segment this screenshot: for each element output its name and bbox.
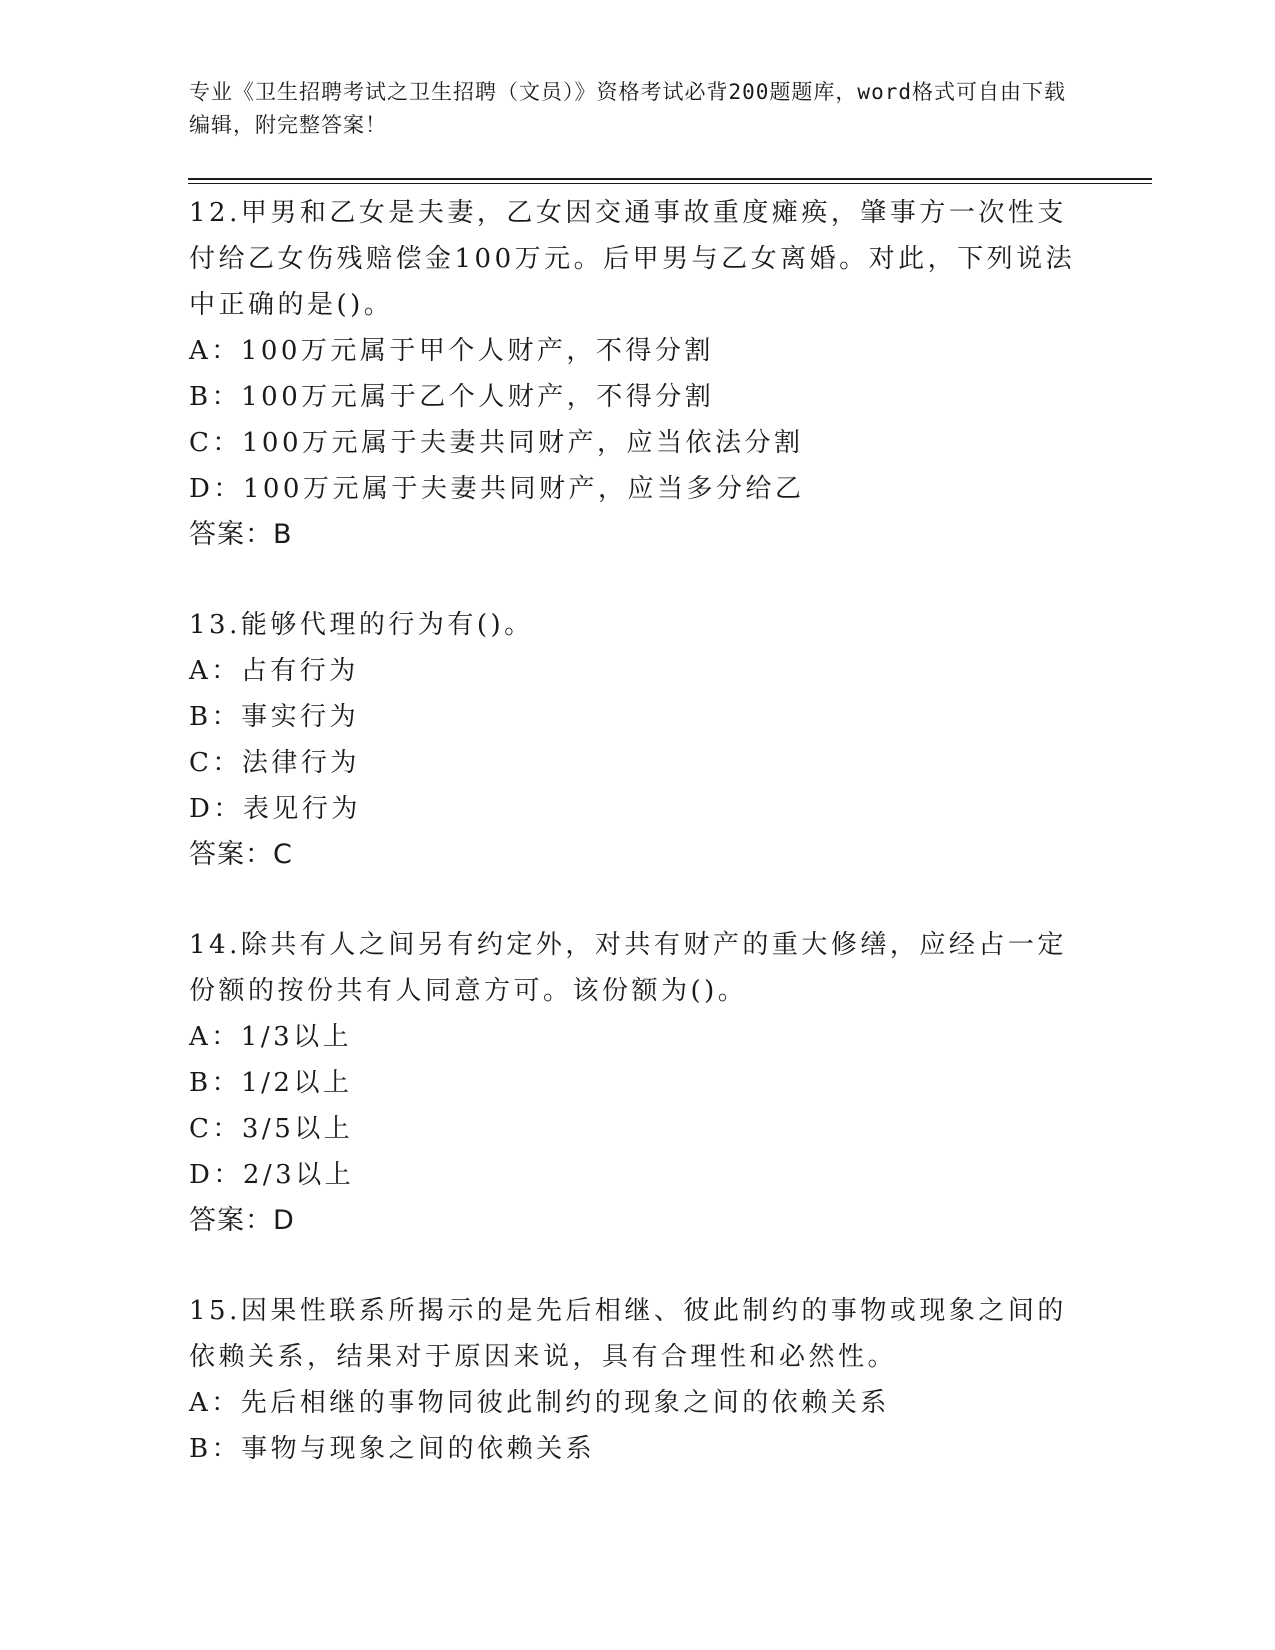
option-c: C：法律行为 (189, 748, 360, 778)
option-c: C：100万元属于夫妻共同财产，应当依法分割 (189, 428, 804, 458)
option-d: D：2/3以上 (189, 1160, 355, 1190)
option-b: B：事实行为 (189, 702, 360, 732)
option-b: B：100万元属于乙个人财产，不得分割 (189, 382, 715, 412)
option-a: A：1/3以上 (189, 1022, 353, 1052)
option-d: D：表见行为 (189, 794, 361, 824)
answer-line: 答案：C (189, 839, 293, 870)
answer-line: 答案：D (189, 1205, 295, 1236)
question-12 (189, 190, 1089, 558)
option-b: B：事物与现象之间的依赖关系 (189, 1434, 596, 1464)
option-d: D：100万元属于夫妻共同财产，应当多分给乙 (189, 474, 805, 504)
question-14 (189, 922, 1089, 1244)
option-a: A：先后相继的事物同彼此制约的现象之间的依赖关系 (189, 1388, 890, 1418)
option-a: A：占有行为 (189, 656, 359, 686)
answer-line: 答案：B (189, 519, 293, 550)
question-text: 15.因果性联系所揭示的是先后相继、彼此制约的事物或现象之间的依赖关系，结果对于原因来说，具有合理性和必然性。 (189, 1296, 1067, 1372)
option-a: A：100万元属于甲个人财产，不得分割 (189, 336, 714, 366)
question-text: 13.能够代理的行为有()。 (189, 610, 534, 640)
question-text: 12.甲男和乙女是夫妻，乙女因交通事故重度瘫痪，肇事方一次性支付给乙女伤残赔偿金100万元。后甲男与乙女离婚。对此，下列说法中正确的是()。 (189, 198, 1076, 320)
question-list (189, 190, 1089, 1516)
header-divider-thick (188, 178, 1152, 180)
document-header: 专业《卫生招聘考试之卫生招聘（文员）》资格考试必背200题题库，word格式可自由下载编辑，附完整答案！ (189, 80, 1066, 137)
question-text: 14.除共有人之间另有约定外，对共有财产的重大修缮，应经占一定份额的按份共有人同意方可。该份额为()。 (189, 930, 1067, 1006)
option-c: C：3/5以上 (189, 1114, 354, 1144)
question-13 (189, 602, 1089, 878)
header-divider-thin (188, 183, 1152, 184)
option-b: B：1/2以上 (189, 1068, 353, 1098)
question-15 (189, 1288, 1089, 1472)
